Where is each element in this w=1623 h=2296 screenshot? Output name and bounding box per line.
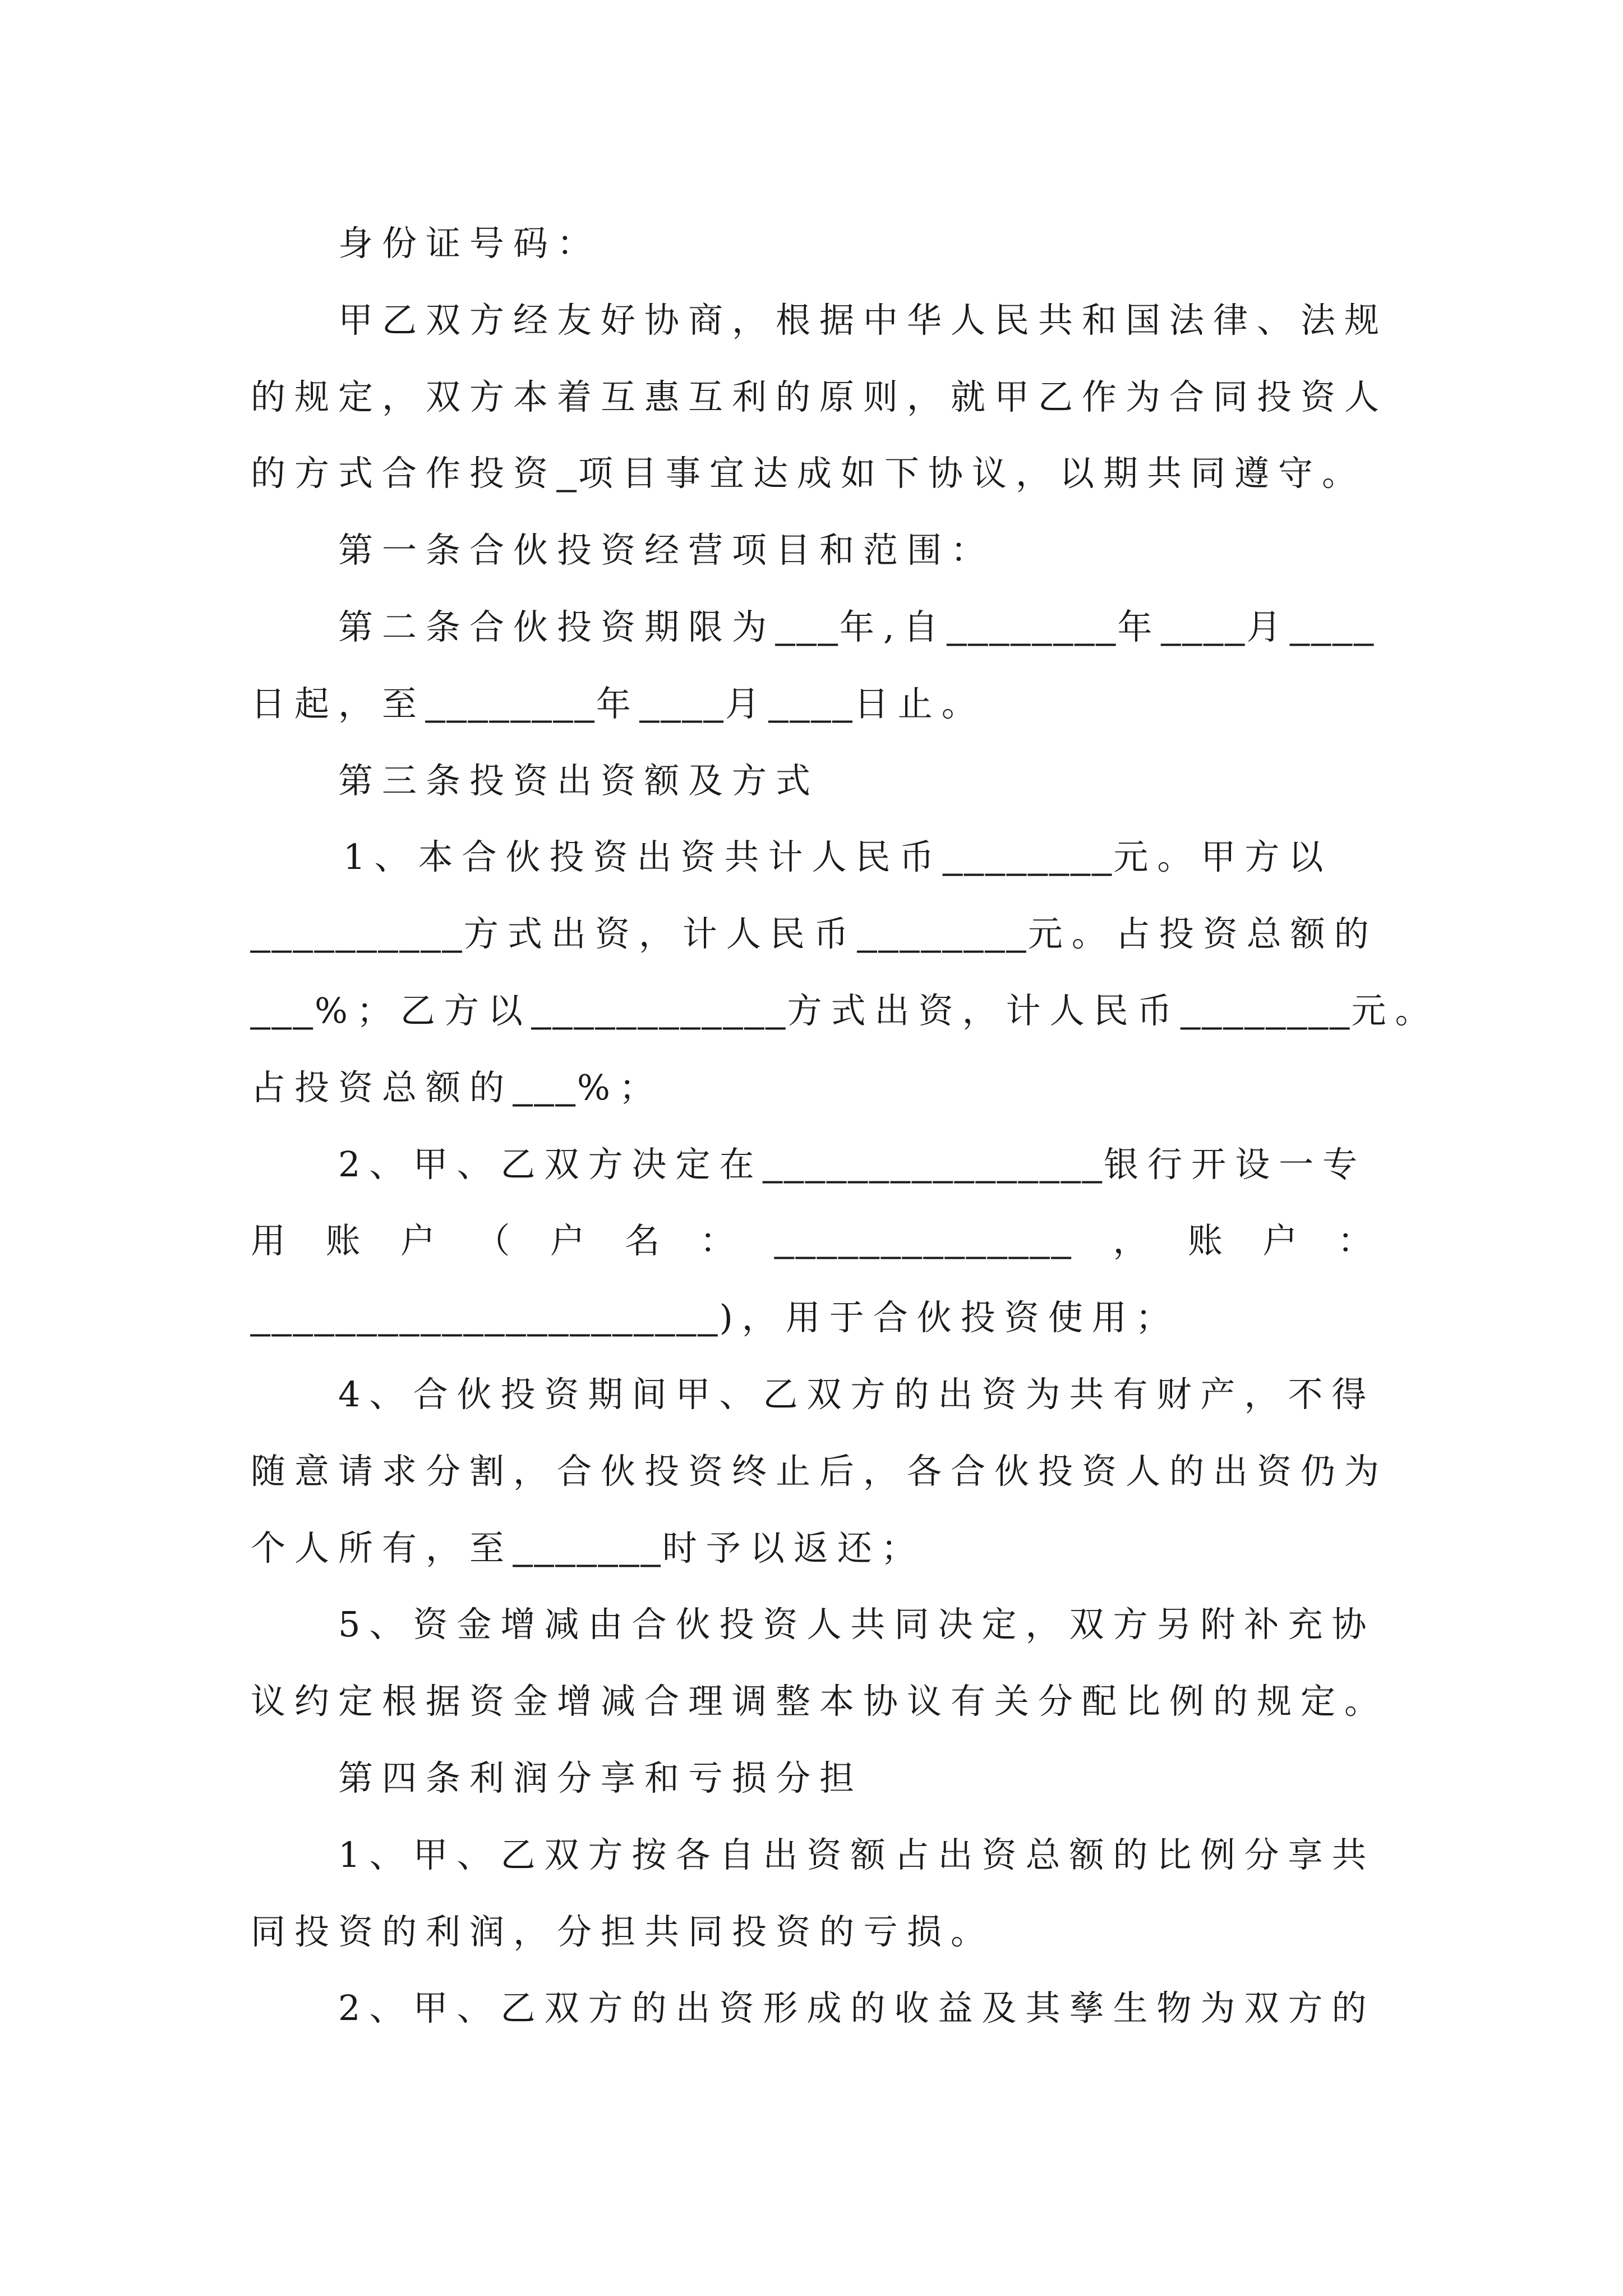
article-3-clause-2-line [251,1203,1372,1280]
article-3-clause-2-line [251,1126,1389,1203]
article-3-clause-5-line [251,1663,1389,1740]
article-3-clause-4-line [251,1433,1389,1510]
article-1-heading [251,512,1389,589]
article-3-clause-1-line [251,973,1439,1050]
text-char: （ [475,1220,510,1262]
text-char: 账 [325,1220,361,1262]
fill-in-blank: _ [557,454,578,494]
id-number-label [251,205,1389,282]
text-run: 同投资的利润，分担共同投资的亏损。 [251,1911,995,1952]
text-run: 第三条投资出资额及方式 [338,760,820,801]
text-run: )，用于合伙投资使用； [719,1297,1179,1338]
text-run: 2、甲、乙双方的出资形成的收益及其孳生物为双方的 [338,1987,1376,2029]
text-char: 户 [400,1220,435,1262]
article-3-clause-2-line [251,1280,1389,1356]
contract-body [251,205,1439,2047]
text-run: 年 [1117,606,1161,647]
article-4-clause-1-line [251,1817,1389,1894]
fill-in-blank: ________ [943,838,1114,877]
fill-in-blank: ___ [513,1068,577,1107]
text-char: 用 [251,1220,286,1262]
text-run: 方式出资，计人民币 [463,913,857,955]
article-3-heading [251,743,1389,820]
fill-in-blank: ______________________ [251,1299,720,1338]
fill-in-blank: _______ [513,1529,662,1568]
fill-in-blank: ______________ [774,1221,1073,1260]
fill-in-blank: ____ [768,684,854,724]
text-run: 月 [1246,606,1290,647]
fill-in-blank: __________ [251,915,464,954]
text-char: ： [1337,1220,1372,1262]
preamble-line [251,435,1389,512]
text-run: 方式出资，计人民币 [787,990,1181,1031]
text-run: 甲乙双方经友好协商，根据中华人民共和国法律、法规 [338,299,1389,341]
text-run: 时予以返还； [662,1527,925,1568]
fill-in-blank: ___ [251,991,315,1030]
text-run: 日止。 [854,683,985,724]
article-3-clause-1-line [251,1050,1389,1126]
article-4-heading [251,1740,1389,1817]
text-run: 日起，至 [251,683,426,724]
fill-in-blank: ________ [857,915,1028,954]
text-run: 个人所有，至 [251,1527,514,1568]
text-run: 4、合伙投资期间甲、乙双方的出资为共有财产，不得 [338,1373,1376,1415]
text-run: 的方式合作投资 [251,453,557,494]
text-run: 第二条合伙投资期限为 [338,606,776,647]
article-2-line [251,589,1389,666]
text-char: 户 [1262,1220,1298,1262]
fill-in-blank: ________ [1181,991,1352,1030]
text-char: ： [699,1220,735,1262]
text-run: 年 [596,683,640,724]
article-2-line [251,666,1389,743]
text-run: %；乙方以 [314,990,532,1031]
text-char: 户 [550,1220,585,1262]
text-run: 议约定根据资金增减合理调整本协议有关分配比例的规定。 [251,1681,1389,1722]
text-char: 账 [1187,1220,1223,1262]
text-run: 1、甲、乙双方按各自出资额占出资总额的比例分享共 [338,1834,1376,1875]
text-run: 5、资金增减由合伙投资人共同决定，双方另附补充协 [338,1604,1376,1645]
text-run: 银行开设一专 [1104,1143,1367,1185]
preamble-line [251,282,1389,359]
text-run: 随意请求分割，合伙投资终止后，各合伙投资人的出资仍为 [251,1450,1389,1492]
text-run: 占投资总额的 [251,1066,514,1108]
fill-in-blank: ________ [426,684,596,724]
article-3-clause-5-line [251,1586,1389,1663]
text-run: 身份证号码： [338,223,601,264]
text-run: 元。 [1351,990,1439,1031]
text-run: 第一条合伙投资经营项目和范围： [338,530,995,571]
fill-in-blank: ________________ [763,1145,1104,1184]
text-run: 1、本合伙投资出资共计人民币 [343,836,943,878]
article-3-clause-4-line [251,1356,1389,1433]
text-run: 元。占投资总额的 [1027,913,1378,955]
text-char: 名 [625,1220,660,1262]
article-4-clause-2-line [251,1970,1389,2047]
text-run: %； [577,1066,663,1108]
article-3-clause-1-line [251,819,1389,896]
text-run: 项目事宜达成如下协议，以期共同遵守。 [578,453,1366,494]
fill-in-blank: ____ [639,684,725,724]
text-run: 元。甲方以 [1113,836,1332,878]
text-run: 第四条利润分享和亏损分担 [338,1757,864,1798]
article-4-clause-1-line [251,1894,1389,1971]
text-run: 月 [725,683,769,724]
fill-in-blank: ___ [776,608,840,647]
text-run: 的规定，双方本着互惠互利的原则，就甲乙作为合同投资人 [251,376,1389,417]
fill-in-blank: ________ [947,608,1118,647]
fill-in-blank: ____ [1161,608,1247,647]
fill-in-blank: ____ [1290,608,1376,647]
text-char: ， [1113,1220,1148,1262]
article-3-clause-4-line [251,1510,1389,1587]
article-3-clause-1-line [251,896,1389,973]
text-run: 2、甲、乙双方决定在 [338,1143,763,1185]
preamble-line [251,359,1389,436]
fill-in-blank: ____________ [531,991,787,1030]
text-run: 年,自 [839,606,947,647]
